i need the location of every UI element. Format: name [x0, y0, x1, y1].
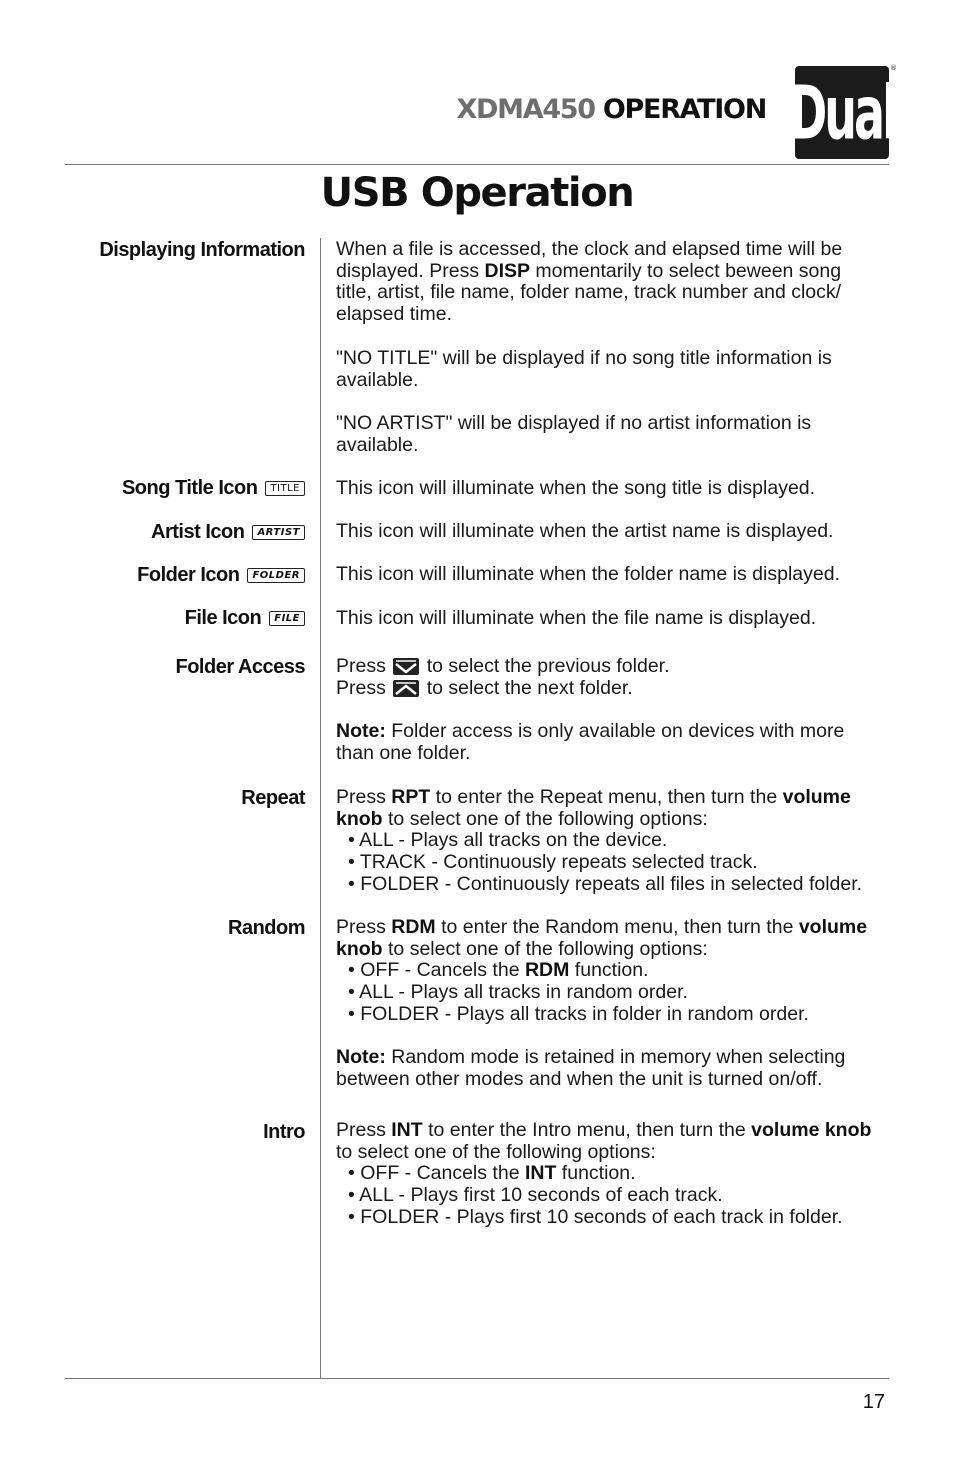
file-icon-description: This icon will illuminate when the file name is displayed. — [336, 607, 817, 629]
page-number: 17 — [862, 1391, 885, 1413]
label-folder-icon — [137, 564, 305, 586]
label-text: Folder Icon — [137, 564, 240, 586]
label-text: File Icon — [184, 607, 262, 629]
list-item: • ALL - Plays first 10 seconds of each track. — [348, 1184, 723, 1207]
text-span: Random mode is retained in memory when selecting — [385, 1046, 846, 1068]
artist-icon-description: This icon will illuminate when the artist name is displayed. — [336, 520, 834, 542]
text-line: "NO ARTIST" will be displayed if no artist information is — [336, 412, 812, 434]
text-line — [336, 1120, 911, 1142]
volume-label: volume — [782, 786, 851, 808]
list-item: • ALL - Plays all tracks in random order. — [348, 981, 688, 1004]
displaying-description — [336, 239, 911, 326]
text-span: to select one of the following options: — [382, 807, 708, 830]
text-span: to enter the Repeat menu, then turn the — [430, 786, 783, 808]
volume-label: volume — [798, 916, 868, 938]
file-badge-icon: FILE — [269, 611, 305, 626]
list-item: • TRACK - Continuously repeats selected track. — [348, 851, 758, 874]
label-file-icon — [185, 607, 305, 629]
text-line — [336, 787, 911, 809]
text-span: Press — [336, 1119, 392, 1141]
text-line — [336, 917, 911, 939]
text-span: Press — [336, 676, 386, 699]
label-random: Random — [228, 917, 305, 939]
dual-logo — [789, 66, 895, 159]
knob-label: knob — [336, 937, 383, 960]
text-span: to select the next folder. — [421, 676, 633, 699]
text-span: to enter the Intro menu, then turn the — [422, 1119, 752, 1141]
text-line — [336, 678, 911, 700]
rpt-key: RPT — [391, 786, 431, 808]
text-span: displayed. Press — [336, 259, 485, 282]
header-divider — [65, 164, 889, 165]
text-span: • OFF - Cancels the — [348, 959, 525, 982]
volume-knob-label: volume knob — [751, 1119, 872, 1141]
text-span: momentarily to select beween song — [530, 259, 842, 282]
repeat-description — [336, 787, 911, 896]
label-artist-icon — [151, 521, 305, 543]
text-line: elapsed time. — [336, 303, 452, 326]
column-divider — [320, 238, 321, 1378]
list-item — [336, 960, 911, 982]
label-repeat: Repeat — [241, 787, 305, 809]
text-span: Folder access is only available on devices with more — [385, 720, 845, 742]
folder-access-description — [336, 656, 911, 699]
label-displaying-information: Displaying Information — [99, 239, 305, 261]
no-title-note — [336, 348, 911, 391]
folder-badge-icon: FOLDER — [247, 568, 305, 583]
text-line: title, artist, file name, folder name, track number and clock/ — [336, 281, 842, 304]
label-text: Artist Icon — [151, 521, 245, 543]
text-line: to select one of the following options: — [336, 1140, 656, 1163]
text-line: than one folder. — [336, 741, 471, 764]
logo-text: Dual — [789, 69, 895, 156]
text-span: to enter the Random menu, then turn the — [435, 916, 799, 938]
list-item: • ALL - Plays all tracks on the device. — [348, 829, 668, 852]
model-name: XDMA450 — [456, 94, 595, 125]
operation-label: OPERATION — [602, 94, 766, 125]
random-note — [336, 1047, 911, 1090]
title-badge-icon: TITLE — [265, 481, 305, 496]
int-key: INT — [524, 1162, 557, 1185]
text-line — [336, 939, 911, 961]
label-text: Song Title Icon — [121, 477, 258, 499]
note-label: Note: — [336, 720, 386, 742]
song-icon-description: This icon will illuminate when the song title is displayed. — [336, 477, 816, 499]
random-description — [336, 917, 911, 1026]
no-artist-note — [336, 413, 911, 456]
folder-icon-description: This icon will illuminate when the folder name is displayed. — [336, 563, 840, 585]
text-span: Press — [336, 655, 386, 677]
section-header — [457, 94, 766, 125]
label-intro: Intro — [263, 1121, 305, 1143]
rdm-key: RDM — [524, 959, 570, 982]
int-key: INT — [391, 1119, 423, 1141]
label-folder-access: Folder Access — [175, 656, 305, 678]
text-line: between other modes and when the unit is turned on/off. — [336, 1067, 823, 1090]
folder-up-icon — [393, 680, 419, 697]
text-line — [336, 261, 911, 283]
text-span: to select the previous folder. — [421, 655, 670, 677]
text-span: function. — [569, 959, 649, 982]
text-span: to select one of the following options: — [382, 937, 708, 960]
text-span: Press — [336, 786, 392, 808]
text-line — [336, 809, 911, 831]
text-span: Press — [336, 916, 392, 938]
text-line: When a file is accessed, the clock and elapsed time will be — [336, 238, 843, 260]
registered-mark: ® — [890, 64, 897, 72]
text-line: available. — [336, 368, 419, 391]
text-line — [336, 1047, 911, 1069]
disp-key: DISP — [484, 259, 531, 282]
text-line — [336, 721, 911, 743]
artist-badge-icon: ARTIST — [252, 525, 305, 540]
note-label: Note: — [336, 1046, 386, 1068]
folder-access-note — [336, 721, 911, 764]
list-item — [336, 1163, 911, 1185]
list-item: • FOLDER - Plays first 10 seconds of each track in folder. — [348, 1205, 843, 1228]
folder-down-icon — [393, 658, 419, 675]
text-span: function. — [556, 1162, 636, 1185]
label-song-title-icon — [122, 477, 305, 499]
page-title: USB Operation — [320, 170, 634, 216]
text-line — [336, 656, 911, 678]
text-line: "NO TITLE" will be displayed if no song title information is — [336, 347, 832, 369]
knob-label: knob — [336, 807, 383, 830]
text-span: • OFF - Cancels the — [348, 1162, 525, 1185]
footer-divider — [65, 1378, 889, 1379]
list-item: • FOLDER - Continuously repeats all files in selected folder. — [348, 872, 863, 895]
text-line: available. — [336, 433, 419, 456]
intro-description — [336, 1120, 911, 1229]
rdm-key: RDM — [391, 916, 436, 938]
list-item: • FOLDER - Plays all tracks in folder in random order. — [348, 1002, 809, 1025]
